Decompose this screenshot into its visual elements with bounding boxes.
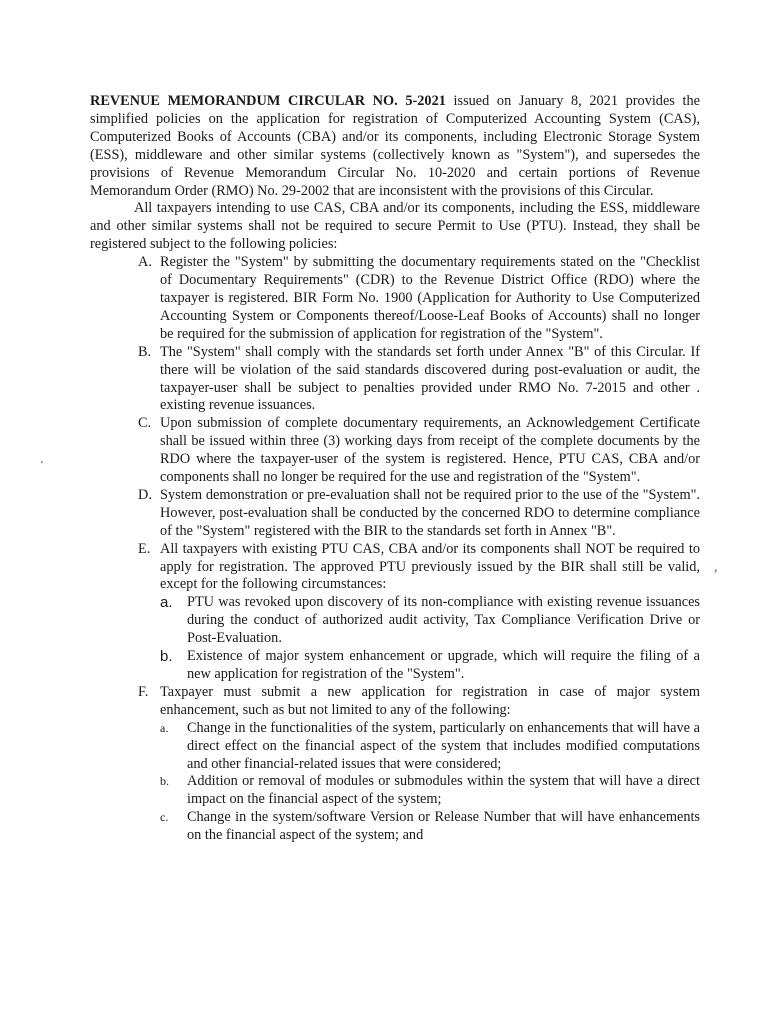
item-marker: F. bbox=[138, 683, 149, 700]
stray-mark-left: . bbox=[40, 452, 44, 467]
item-f-sublist bbox=[90, 720, 700, 845]
policy-list bbox=[90, 254, 700, 845]
item-text: The "System" shall comply with the standards set forth under Annex "B" of this Circular. If there will be violation of the said standards discovered during post-evaluation or audit, the taxpayer-user shall be subject to penalties provided under RMO No. 7-2015 and other . existing revenue issuances. bbox=[160, 343, 700, 414]
intro-text: issued on January 8, 2021 provides the simplified policies on the application for registration of Computerized Accounting System (CAS), Computerized Books of Accounts (CBA) and/or its components, including Electronic Storage System (ESS), middleware and other similar systems (collectively known as "System"), and supersedes the provisions of Revenue Memorandum Circular No. 10-2020 and certain portions of Revenue Memorandum Order (RMO) No. 29-2002 that are inconsistent with the provisions of this Circular. bbox=[90, 93, 700, 199]
item-text: Upon submission of complete documentary requirements, an Acknowledgement Certificate shall be issued within three (3) working days from receipt of the complete documents by the RDO where the taxpayer-user of the system is registered. Hence, PTU CAS, CBA and/or components shall no longer be required for the use and registration of the "System". bbox=[160, 415, 700, 486]
item-marker: A. bbox=[138, 254, 152, 271]
subitem-marker: a. bbox=[160, 720, 169, 735]
item-e-subitem-b bbox=[90, 648, 700, 684]
intro-paragraph bbox=[90, 93, 700, 200]
item-text: System demonstration or pre-evaluation shall not be required prior to the use of the "System". However, post-evaluation shall be conducted by the concerned RDO to determine compliance of the "System" registered with the BIR to the standards set forth in Annex "B". bbox=[160, 486, 700, 539]
subitem-text: Change in the functionalities of the system, particularly on enhancements that will have a direct effect on the financial aspect of the system that includes modified computations and other financial-related issues that were considered; bbox=[187, 719, 700, 772]
item-f-subitem-a bbox=[90, 720, 700, 774]
subitem-text: Change in the system/software Version or Release Number that will have enhancements on the financial aspect of the system; and bbox=[187, 809, 700, 844]
item-e-sublist bbox=[90, 594, 700, 684]
policy-item-e bbox=[90, 541, 700, 595]
document-body bbox=[90, 93, 700, 845]
item-marker: C. bbox=[138, 415, 152, 432]
policy-item-a bbox=[90, 254, 700, 344]
item-marker: E. bbox=[138, 540, 151, 557]
subitem-marker: c. bbox=[160, 810, 169, 825]
policy-item-c bbox=[90, 415, 700, 487]
policy-item-b bbox=[90, 344, 700, 416]
subitem-marker: b. bbox=[160, 648, 173, 666]
item-text: Taxpayer must submit a new application for registration in case of major system enhancement, such as but not limited to any of the following: bbox=[160, 683, 700, 718]
item-marker: D. bbox=[138, 486, 152, 503]
policy-item-d bbox=[90, 487, 700, 541]
item-text: All taxpayers with existing PTU CAS, CBA and/or its components shall NOT be required to apply for registration. The approved PTU previously issued by the BIR shall still be valid, except for the following circumstances: bbox=[160, 540, 700, 593]
circular-title: REVENUE MEMORANDUM CIRCULAR NO. 5-2021 bbox=[90, 93, 446, 109]
item-text: Register the "System" by submitting the documentary requirements stated on the "Checklist of Documentary Requirements" (CDR) to the Revenue District Office (RDO) where the taxpayer is registered. BIR Form No. 1900 (Application for Authority to Use Computerized Accounting System or Components thereof/Loose-Leaf Books of Accounts) shall no longer be required for the submission of application for registration of the "System". bbox=[160, 254, 700, 342]
subitem-marker: b. bbox=[160, 774, 169, 789]
item-marker: B. bbox=[138, 343, 152, 360]
policy-paragraph: All taxpayers intending to use CAS, CBA and/or its components, including the ESS, middleware and other similar systems shall not be required to secure Permit to Use (PTU). Instead, they shall be registered subject to the following policies: bbox=[90, 200, 700, 253]
subitem-marker: a. bbox=[160, 594, 173, 612]
subitem-text: Existence of major system enhancement or upgrade, which will require the filing of a new application for registration of the "System". bbox=[187, 648, 700, 682]
subitem-text: PTU was revoked upon discovery of its non-compliance with existing revenue issuances during the conduct of authorized audit activity, Tax Compliance Verification Drive or Post-Evaluation. bbox=[187, 594, 700, 647]
item-f-subitem-b bbox=[90, 773, 700, 809]
subitem-text: Addition or removal of modules or submodules within the system that will have a direct impact on the financial aspect of the system; bbox=[187, 773, 700, 808]
stray-mark-right: , bbox=[714, 560, 718, 575]
item-f-subitem-c bbox=[90, 809, 700, 845]
item-e-subitem-a bbox=[90, 594, 700, 648]
policy-item-f bbox=[90, 684, 700, 720]
